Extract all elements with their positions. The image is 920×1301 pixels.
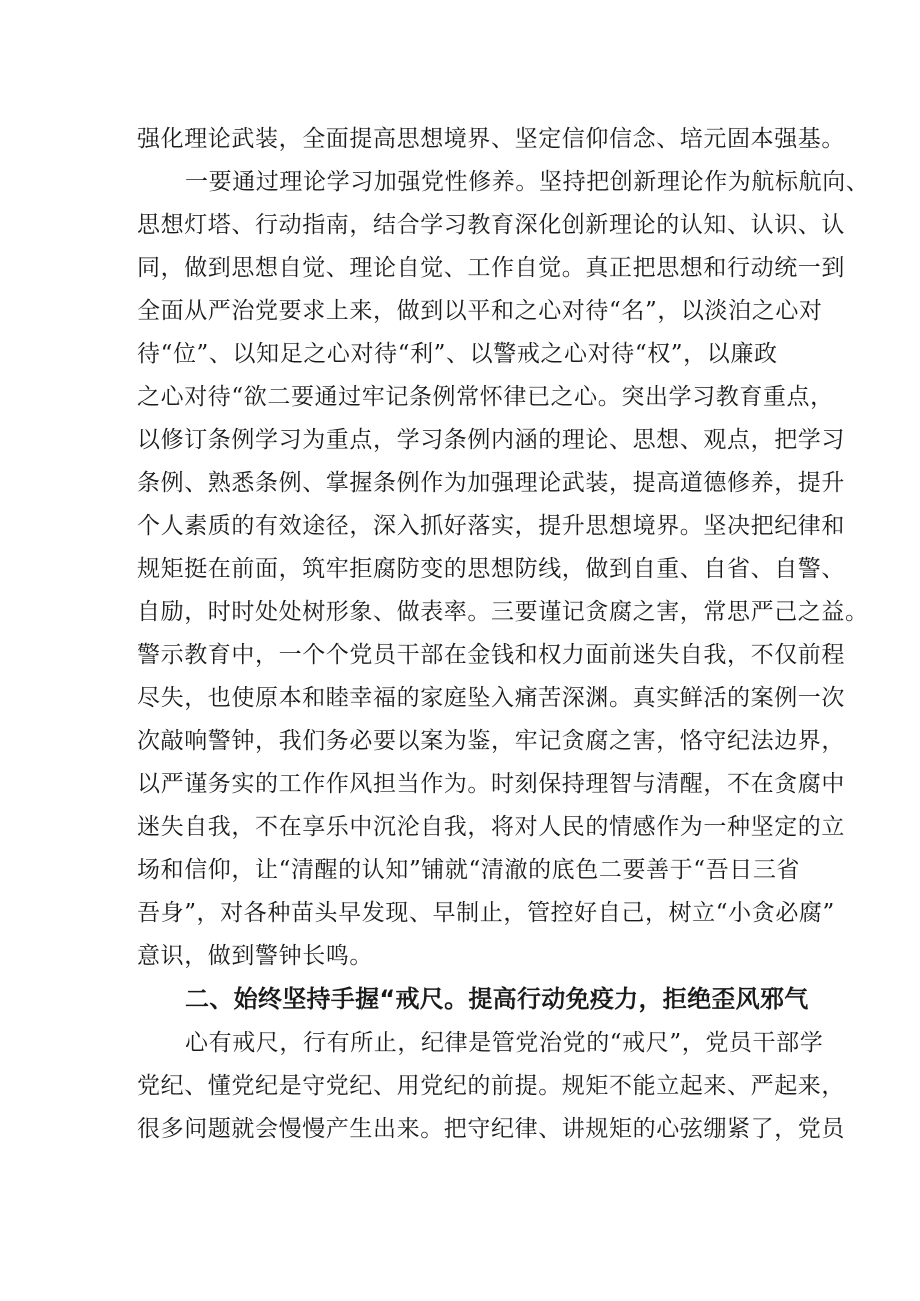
paragraph-line: 党纪、懂党纪是守党纪、用党纪的前提。规矩不能立起来、严起来， xyxy=(137,1073,845,1099)
paragraph-line: 尽失，也使原本和睦幸福的家庭坠入痛苦深渊。真实鲜活的案例一次 xyxy=(137,685,845,711)
paragraph-line: 以严谨务实的工作作风担当作为。时刻保持理智与清醒，不在贪腐中 xyxy=(137,771,845,797)
paragraph-line: 强化理论武装，全面提高思想境界、坚定信仰信念、培元固本强基。 xyxy=(137,126,845,152)
paragraph-line: 思想灯塔、行动指南，结合学习教育深化创新理论的认知、认识、认 xyxy=(137,212,845,238)
paragraph-line: 很多问题就会慢慢产生出来。把守纪律、讲规矩的心弦绷紧了，党员 xyxy=(137,1116,845,1142)
paragraph-line: 场和信仰，让“清醒的认知”铺就“清澈的底色二要善于“吾日三省 xyxy=(137,857,801,883)
paragraph-line: 迷失自我，不在享乐中沉沦自我，将对人民的情感作为一种坚定的立 xyxy=(137,814,845,840)
paragraph-line: 条例、熟悉条例、掌握条例作为加强理论武装，提高道德修养，提升 xyxy=(137,470,845,496)
paragraph-line: 之心对待“欲二要通过牢记条例常怀律已之心。突出学习教育重点， xyxy=(137,384,834,410)
paragraph-line: 心有戒尺，行有所止，纪律是管党治党的“戒尺”，党员干部学 xyxy=(185,1030,824,1056)
paragraph-line: 个人素质的有效途径，深入抓好落实，提升思想境界。坚决把纪律和 xyxy=(137,513,845,539)
paragraph-line: 以修订条例学习为重点，学习条例内涵的理论、思想、观点，把学习 xyxy=(137,427,845,453)
paragraph-line: 同，做到思想自觉、理论自觉、工作自觉。真正把思想和行动统一到 xyxy=(137,255,845,281)
paragraph-line: 一要通过理论学习加强党性修养。坚持把创新理论作为航标航向、 xyxy=(185,169,870,195)
paragraph-line: 全面从严治党要求上来，做到以平和之心对待“名”，以淡泊之心对 xyxy=(137,298,823,324)
paragraph-line: 规矩挺在前面，筑牢拒腐防变的思想防线，做到自重、自省、自警、 xyxy=(137,556,845,582)
paragraph-line: 意识，做到警钟长鸣。 xyxy=(137,943,373,969)
paragraph-line: 自励，时时处处树形象、做表率。三要谨记贪腐之害，常思严己之益。 xyxy=(137,599,869,625)
paragraph-line: 吾身”，对各种苗头早发现、早制止，管控好自己，树立“小贪必腐” xyxy=(137,900,835,926)
paragraph-line: 待“位”、以知足之心对待“利”、以警戒之心对待“权”，以廉政 xyxy=(137,341,778,367)
section-heading: 二、始终坚持手握“戒尺。提高行动免疫力，拒绝歪风邪气 xyxy=(185,985,809,1013)
paragraph-line: 次敲响警钟，我们务必要以案为鉴，牢记贪腐之害，恪守纪法边界， xyxy=(137,728,845,754)
paragraph-line: 警示教育中，一个个党员干部在金钱和权力面前迷失自我，不仅前程 xyxy=(137,642,845,668)
